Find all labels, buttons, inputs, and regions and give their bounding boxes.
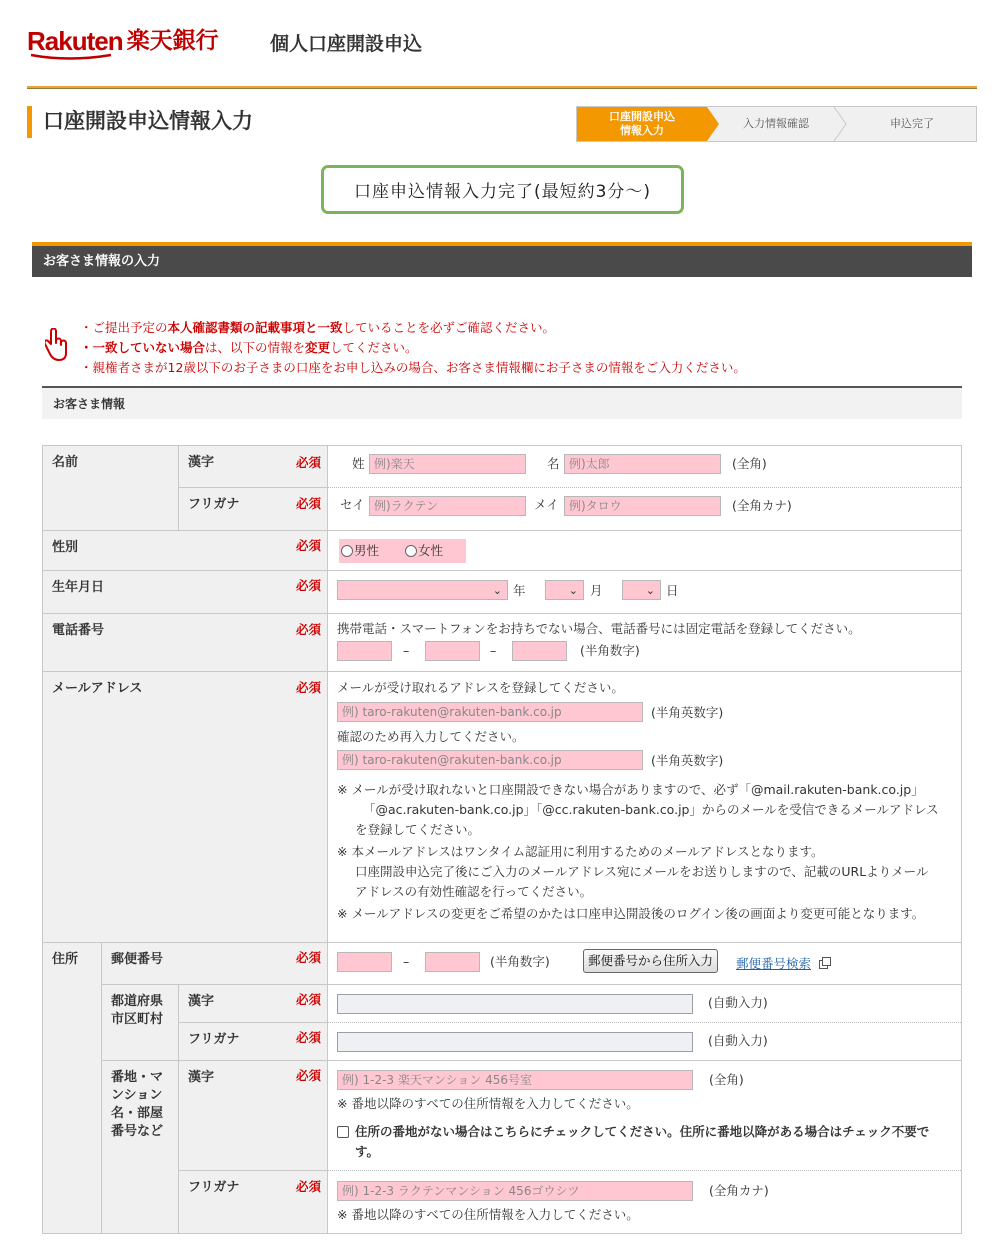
label-postal: 郵便番号 (102, 943, 327, 984)
label-detail-1: 番地・マ (111, 1070, 164, 1085)
chevron-down-icon: ⌄ (492, 584, 502, 597)
phone-input-3[interactable] (512, 641, 567, 661)
required-badge: 必須 (296, 950, 322, 965)
label-detail-furigana: フリガナ (179, 1171, 327, 1233)
label-detail-4: 番号など (111, 1124, 164, 1139)
header (0, 0, 1001, 90)
email-note-line: ※ 本メールアドレスはワンタイム認証用に利用するためのメールアドレスとなります。 (337, 844, 824, 859)
grid-line (178, 446, 179, 530)
email-input[interactable]: 例) taro-rakuten@rakuten-bank.co.jp (337, 702, 643, 722)
address-detail-kanji-input[interactable]: 例) 1-2-3 楽天マンション 456号室 (337, 1070, 693, 1090)
detail-kanji-note: (全角) (709, 1072, 744, 1087)
label-detail-2: ンション (111, 1088, 163, 1103)
grid-line (43, 942, 961, 943)
postal-input-2[interactable] (425, 952, 480, 972)
page-title-block (27, 106, 253, 138)
required-badge: 必須 (296, 992, 322, 1007)
email-note: (半角英数字) (651, 705, 724, 720)
postal-dash: – (403, 954, 410, 969)
phone-input-1[interactable] (337, 641, 392, 661)
label-detail-kanji: 漢字 (179, 1061, 327, 1170)
postal-lookup-button[interactable]: 郵便番号から住所入力 (583, 949, 718, 973)
year-label: 年 (513, 583, 526, 598)
step-complete: 申込完了 (890, 117, 934, 130)
detail-kana-hint: ※ 番地以降のすべての住所情報を入力してください。 (337, 1207, 639, 1222)
customer-info-subheading: お客さま情報 (42, 386, 962, 419)
mei-kana-label: メイ (534, 497, 559, 512)
required-badge: 必須 (296, 622, 322, 637)
header-divider (27, 86, 977, 89)
sei-input[interactable]: 例)楽天 (369, 454, 526, 474)
detail-kana-note: (全角カナ) (709, 1183, 769, 1198)
email-description: メールが受け取れるアドレスを登録してください。 (337, 680, 624, 695)
label-name: 名前 (43, 446, 178, 530)
phone-dash: – (403, 643, 410, 658)
grid-dotted-line (328, 1170, 961, 1171)
birth-month-select[interactable] (545, 580, 584, 600)
grid-line (179, 1170, 327, 1171)
notice-line2-bold2: 変更 (305, 340, 331, 355)
notice-line1-bold: 本人確認書類の記載事項と一致 (167, 320, 343, 335)
email-note-line: 口座開設申込完了後にご入力のメールアドレス宛にメールをお送りしますので、記載のURLよりメール (355, 864, 929, 879)
sei-label: 姓 (352, 456, 365, 471)
step-1-line2: 情報入力 (620, 124, 664, 137)
detail-hint: ※ 番地以降のすべての住所情報を入力してください。 (337, 1096, 639, 1111)
chevron-down-icon: ⌄ (568, 584, 578, 597)
step-confirm: 入力情報確認 (743, 117, 809, 130)
customer-info-form (42, 445, 962, 1234)
step-arrow-active-icon (707, 107, 719, 141)
step-input-active (577, 107, 707, 141)
gender-radio-group (339, 539, 466, 563)
required-badge: 必須 (296, 538, 322, 553)
no-banchi-label-line1: 住所の番地がない場合はこちらにチェックしてください。住所に番地以降がある場合はチェック不要で (355, 1124, 930, 1139)
required-badge: 必須 (296, 496, 322, 511)
notice-line1-post: していることを必ずご確認ください。 (342, 320, 556, 335)
email-note-line: 「@ac.rakuten-bank.co.jp」「@cc.rakuten-bank.co.jp」からのメールを受信できるメールアドレス (363, 802, 939, 817)
phone-note: (半角数字) (580, 643, 640, 658)
auto-input-note: (自動入力) (708, 995, 768, 1010)
no-banchi-checkbox[interactable] (337, 1126, 349, 1138)
email-confirm-description: 確認のため再入力してください。 (337, 729, 525, 744)
header-title: 個人口座開設申込 (270, 33, 423, 55)
notice-text (80, 318, 746, 378)
auto-input-note: (自動入力) (708, 1033, 768, 1048)
required-badge: 必須 (296, 578, 322, 593)
pref-city-kana-input (337, 1032, 693, 1052)
email-note-line: を登録してください。 (355, 822, 481, 837)
grid-line (179, 487, 327, 488)
email-notes (337, 780, 957, 924)
label-gender: 性別 (43, 531, 327, 570)
required-badge: 必須 (296, 1030, 322, 1045)
no-banchi-label[interactable] (355, 1122, 955, 1162)
notice-line2-post: してください。 (330, 340, 418, 355)
step-1-line1: 口座開設申込 (609, 110, 675, 123)
notice-line2-bold1: ・一致していない場合 (80, 340, 206, 355)
pref-city-kanji-input (337, 994, 693, 1014)
grid-line (43, 570, 961, 571)
logo-jp-text: 楽天銀行 (126, 28, 219, 54)
kanji-note: (全角) (732, 456, 767, 471)
label-pref-furigana: フリガナ (179, 1023, 327, 1060)
label-pref-city (102, 985, 178, 1060)
sei-kana-input[interactable]: 例)ラクテン (369, 496, 526, 516)
label-name-furigana: フリガナ (179, 488, 327, 530)
label-address: 住所 (43, 943, 101, 1233)
label-email: メールアドレス (43, 672, 327, 942)
logo-swoosh-icon (29, 53, 113, 61)
grid-dotted-line (328, 487, 961, 488)
mei-input[interactable]: 例)太郎 (564, 454, 721, 474)
grid-line (327, 446, 328, 1233)
notice-line1-pre: ・ご提出予定の (80, 320, 168, 335)
page-title: 口座開設申込情報入力 (43, 109, 253, 133)
mei-label: 名 (547, 456, 560, 471)
birth-year-select[interactable] (337, 580, 508, 600)
external-link-icon[interactable] (819, 957, 831, 969)
section-title-bar: お客さま情報の入力 (32, 242, 972, 277)
label-city: 市区町村 (111, 1012, 164, 1027)
label-pref: 都道府県 (111, 994, 164, 1009)
phone-dash: – (490, 643, 497, 658)
grid-line (43, 613, 961, 614)
grid-line (43, 671, 961, 672)
gender-female-label[interactable]: 女性 (418, 543, 444, 558)
sei-kana-label: セイ (340, 497, 365, 512)
address-detail-kana-input[interactable]: 例) 1-2-3 ラクテンマンション 456ゴウシツ (337, 1181, 693, 1201)
postal-note: (半角数字) (490, 954, 550, 969)
step-chevron-icon (833, 107, 847, 141)
notice-line2-mid: は、以下の情報を (205, 340, 306, 355)
birth-day-select[interactable] (622, 580, 661, 600)
required-badge: 必須 (296, 680, 322, 695)
email-confirm-note: (半角英数字) (651, 753, 724, 768)
label-phone: 電話番号 (43, 614, 327, 671)
chevron-down-icon: ⌄ (645, 584, 655, 597)
required-badge: 必須 (296, 1179, 322, 1194)
phone-description: 携帯電話・スマートフォンをお持ちでない場合、電話番号には固定電話を登録してください。 (337, 621, 861, 636)
no-banchi-label-line2: す。 (355, 1144, 380, 1159)
grid-dotted-line (328, 1022, 961, 1023)
label-name-kanji: 漢字 (179, 446, 327, 487)
grid-line (102, 984, 961, 985)
postal-search-link[interactable]: 郵便番号検索 (736, 956, 812, 971)
mei-kana-input[interactable]: 例)タロウ (564, 496, 721, 516)
email-note-line: アドレスの有効性確認を行ってください。 (355, 884, 593, 899)
label-detail-3: 名・部屋 (111, 1106, 164, 1121)
email-note-line: ※ メールアドレスの変更をご希望のかたは口座申込開設後のログイン後の画面より変更可能となります。 (337, 906, 925, 921)
grid-line (101, 943, 102, 1233)
postal-input-1[interactable] (337, 952, 392, 972)
grid-line (179, 1022, 327, 1023)
required-badge: 必須 (296, 455, 322, 470)
phone-input-2[interactable] (425, 641, 480, 661)
notice-line3: ・親権者さまが12歳以下のお子さまの口座をお申し込みの場合、お客さま情報欄にお子さまの情報をご入力ください。 (80, 360, 746, 375)
pointing-hand-icon (45, 328, 71, 364)
rakuten-bank-logo[interactable] (27, 26, 219, 62)
grid-line (102, 1060, 961, 1061)
month-label: 月 (590, 583, 603, 598)
label-pref-kanji: 漢字 (179, 985, 327, 1022)
email-confirm-input[interactable]: 例) taro-rakuten@rakuten-bank.co.jp (337, 750, 643, 770)
label-address-detail (102, 1061, 178, 1233)
label-birthdate: 生年月日 (43, 571, 327, 613)
email-note-line: ※ メールが受け取れないと口座開設できない場合がありますので、必ず「@mail.rakuten-bank.co.jp」 (337, 782, 924, 797)
gender-male-label[interactable]: 男性 (354, 543, 380, 558)
grid-line (43, 530, 961, 531)
progress-steps (576, 106, 977, 142)
logo-latin-text: Rakuten (27, 26, 123, 56)
gender-male-radio[interactable] (341, 545, 353, 557)
kana-note: (全角カナ) (732, 498, 792, 513)
gender-female-radio[interactable] (405, 545, 417, 557)
time-notice-box: 口座申込情報入力完了(最短約3分〜) (321, 165, 684, 214)
day-label: 日 (666, 583, 679, 598)
required-badge: 必須 (296, 1068, 322, 1083)
